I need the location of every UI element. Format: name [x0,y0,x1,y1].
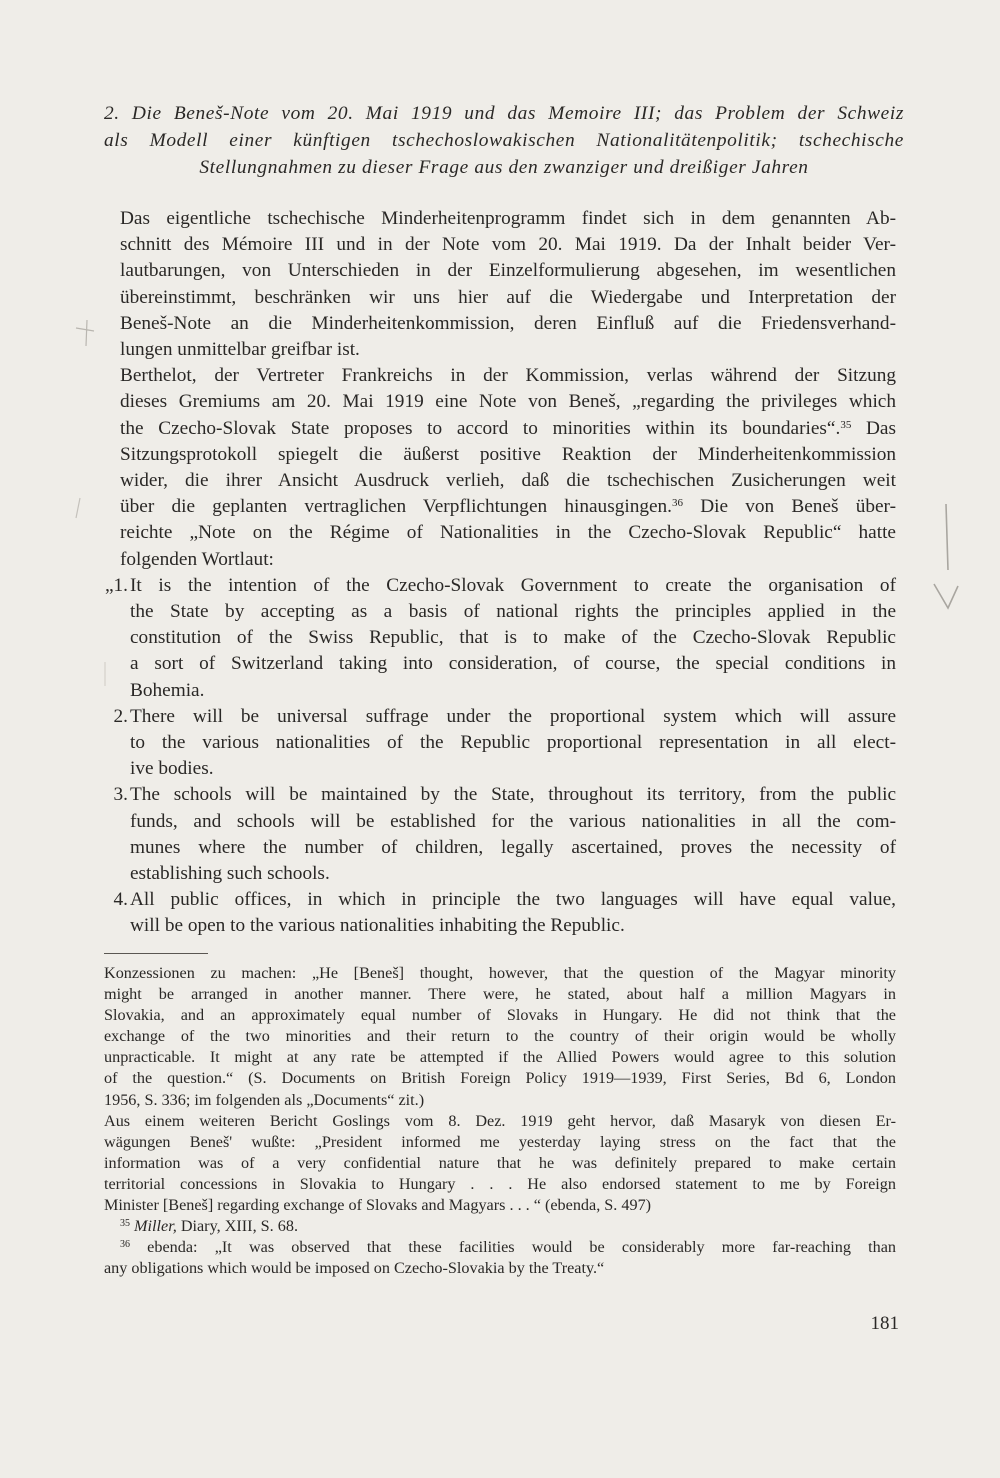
footnote-text: Diary, XIII, S. 68. [176,1217,298,1236]
footnotes [104,963,896,1279]
note-line: Aus einem weiteren Bericht Goslings vom 8. Dez. 1919 geht hervor, daß Masaryk von diesen Er- [104,1111,896,1130]
pencil-tick-mark [74,318,104,348]
text-line: übereinstimmt, beschränken wir uns hier auf die Wiedergabe und Interpretation der [120,286,896,308]
text-line: a sort of Switzerland taking into consideration, of course, the special conditions in [130,653,896,675]
text-line: folgenden Wortlaut: [120,548,274,570]
note-line: might be arranged in another manner. There were, he stated, about half a million Magyars in [104,985,896,1004]
text-line: There will be universal suffrage under the proportional system which will assure [130,705,896,727]
text-line: Das eigentliche tschechische Minderheitenprogramm findet sich in dem genannten Ab- [120,208,896,229]
quote-item [104,573,896,704]
heading-line: 2. Die Beneš-Note vom 20. Mai 1919 und das Memoire III; das Problem der Schweiz [104,103,904,124]
text-line: The schools will be maintained by the State, throughout its territory, from the public [130,784,896,806]
pencil-margin-stroke [100,660,110,690]
footnote-continued [104,1111,896,1216]
text-line: munes where the number of children, legally ascertained, proves the necessity of [130,836,896,858]
quoted-note [104,573,896,940]
footnote-35 [104,1216,896,1237]
footnote-continued [104,963,896,1111]
footnote-number: 36 [120,1239,130,1251]
text-line [104,494,896,520]
text-line: lungen unmittelbar greifbar ist. [120,339,360,361]
text-run: the Czecho-Slovak State proposes to accord to minorities within its boundaries“. [120,417,841,439]
item-number: 2. [113,705,128,727]
text-line: reichte „Note on the Régime of Nationalities in the Czecho-Slovak Republic“ hatte [120,522,896,544]
text-line: All public offices, in which in principle the two languages will have equal value, [130,889,896,911]
note-line: Minister [Beneš] regarding exchange of Slovaks and Magyars . . . “ (ebenda, S. 497) [104,1196,652,1215]
item-number: „1. [104,574,128,596]
text-line: wider, die ihrer Ansicht Ausdruck verlieh, daß die tschechischen Zusicherungen weit [120,470,896,492]
pencil-arrow-mark [924,500,974,640]
quote-item [104,704,896,783]
text-line: constitution of the Swiss Republic, that is to make of the Czecho-Slovak Republic [130,627,896,649]
footnote-ref-35[interactable]: 35 [840,418,852,431]
text-line: Berthelot, der Vertreter Frankreichs in der Kommission, verlas während der Sitzung [120,365,896,387]
note-line: territorial concessions in Slovakia to Hungary . . . He also endorsed statement to me by Foreign [104,1174,896,1193]
text-line: to the various nationalities of the Republic proportional representation in all elect- [130,732,896,754]
item-number: 3. [113,784,128,806]
note-line: information was of a very confidential nature that he was definitely prepared to make certain [104,1153,896,1172]
text-line [104,416,896,442]
text-line: Bohemia. [130,679,205,701]
heading-line: als Modell einer künftigen tschechoslowakischen Nationalitätenpolitik; tschechische [104,130,904,151]
pencil-margin-stroke [72,496,84,520]
quote-item [104,887,896,939]
text-line: ive bodies. [130,758,214,780]
body-text [104,206,896,940]
note-line: unpracticable. It might at any rate be attempted if the Allied Powers would agree to this solution [104,1048,896,1067]
paragraph-intro [104,206,896,363]
text-line: It is the intention of the Czecho-Slovak Government to create the organisation of [130,574,896,596]
footnote-author: Miller, [134,1217,177,1236]
text-line: will be open to the various nationalities inhabiting the Republic. [130,915,625,937]
note-line: exchange of the two minorities and their return to the country of their origin would be wholly [104,1027,896,1046]
paragraph-berthelot [104,363,896,573]
footnote-36 [104,1237,896,1279]
section-heading [104,100,904,181]
text-line: establishing such schools. [130,863,330,885]
item-number: 4. [113,889,128,911]
text-line: the State by accepting as a basis of national rights the principles applied in the [130,601,896,623]
quote-item [104,782,896,887]
text-line: Sitzungsprotokoll spiegelt die äußerst positive Reaktion der Minderheitenkommission [120,443,896,465]
note-line: of the question.“ (S. Documents on British Foreign Policy 1919—1939, First Series, Bd 6, London [104,1069,896,1088]
text-line: schnitt des Mémoire III und in der Note vom 20. Mai 1919. Da der Inhalt beider Ver- [120,234,896,256]
text-run: über die geplanten vertraglichen Verpflichtungen hinausgingen. [120,496,672,518]
text-line: lautbarungen, von Unterschieden in der Einzelformulierung abgesehen, im wesentlichen [120,260,896,282]
note-line: 1956, S. 336; im folgenden als „Documents“ zit.) [104,1090,425,1109]
note-line: Slovakia, and an approximately equal number of Slovaks in Hungary. He did not think that the [104,1006,896,1025]
footnote-number: 35 [120,1218,130,1230]
footnote-ref-36[interactable]: 36 [672,497,683,510]
text-line: Beneš-Note an die Minderheitenkommission, deren Einfluß auf die Friedensverhand- [120,312,896,334]
footnote-text: ebenda: „It was observed that these facilities would be considerably more far-reaching than [130,1238,896,1257]
note-line: any obligations which would be imposed on Czecho-Slovakia by the Treaty.“ [104,1259,605,1278]
note-line: Konzessionen zu machen: „He [Beneš] thought, however, that the question of the Magyar minority [104,964,896,982]
page-number: 181 [870,1313,899,1334]
note-line [104,1237,896,1258]
heading-line: Stellungnahmen zu dieser Frage aus den zwanziger und dreißiger Jahren [199,157,809,178]
text-line: funds, and schools will be established for the various nationalities in all the com- [130,810,896,832]
text-line: dieses Gremiums am 20. Mai 1919 eine Note von Beneš, „regarding the privileges which [120,391,896,413]
note-line: wägungen Beneš' wußte: „President informed me yesterday laying stress on the fact that the [104,1132,896,1151]
footnote-separator [104,953,208,954]
text-run: Die von Beneš über- [683,496,896,518]
text-run: Das [851,417,896,439]
